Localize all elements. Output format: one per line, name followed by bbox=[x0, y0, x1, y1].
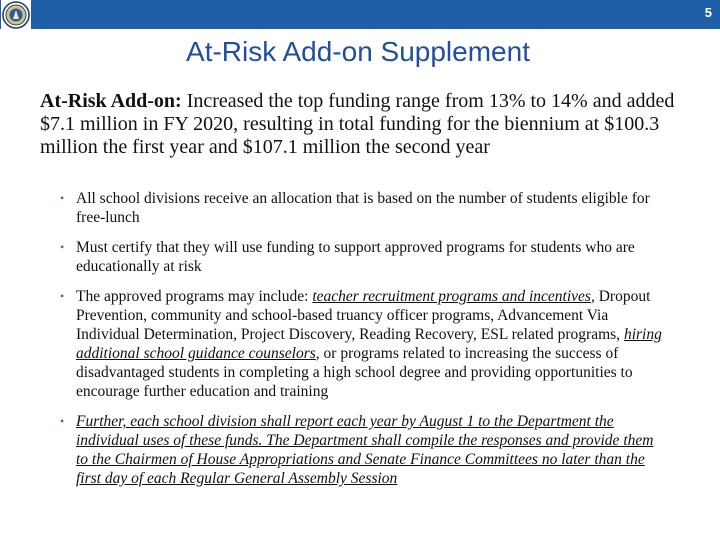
bullet-item bbox=[58, 287, 668, 401]
header-bar bbox=[0, 0, 720, 29]
bullet-item bbox=[58, 412, 668, 488]
intro-text: Increased the top funding range from 13% to 14% and added $7.1 million in FY 2020, resulting in total funding for the biennium at $100.3 million the first year and $107.1 million the second year bbox=[40, 90, 675, 158]
bullet-dot-icon: • bbox=[60, 240, 65, 254]
underlined-phrase: Further, each school division shall report each year by August 1 to the Department the individual uses of these funds. The Department shall compile the responses and provide them to the Chairmen of House Appropriations and Senate Finance Committees no later than the first day of each Regular General Assembly Session bbox=[76, 413, 654, 487]
bullet-text: The approved programs may include: bbox=[76, 288, 313, 305]
bullet-dot-icon: • bbox=[60, 414, 65, 428]
page-number: 5 bbox=[704, 5, 712, 20]
slide-title: At-Risk Add-on Supplement bbox=[186, 36, 530, 67]
virginia-seal-icon bbox=[1, 0, 31, 29]
underlined-phrase: teacher recruitment programs and incentives bbox=[312, 288, 591, 305]
bullet-text: , or programs related to increasing the success of disadvantaged students in completing a high school degree and providing opportunities to encourage further education and training bbox=[76, 345, 633, 400]
underlined-phrase: hiring additional school guidance counselors bbox=[76, 326, 662, 362]
intro-label: At-Risk Add-on: bbox=[40, 90, 182, 112]
bullet-dot-icon: • bbox=[60, 289, 65, 303]
intro-paragraph bbox=[40, 90, 680, 159]
bullet-text: All school divisions receive an allocation that is based on the number of students eligible for free-lunch bbox=[76, 190, 650, 226]
bullet-item bbox=[58, 238, 668, 276]
bullet-text: Must certify that they will use funding to support approved programs for students who are educationally at risk bbox=[76, 239, 635, 275]
bullet-item bbox=[58, 189, 668, 227]
bullet-dot-icon: • bbox=[60, 191, 65, 205]
bullet-text: , Dropout Prevention, community and school-based truancy officer programs, Advancement Via Individual Determination, Project Discovery, Reading Recovery, ESL related programs, bbox=[76, 288, 651, 343]
bullet-list bbox=[58, 189, 668, 499]
